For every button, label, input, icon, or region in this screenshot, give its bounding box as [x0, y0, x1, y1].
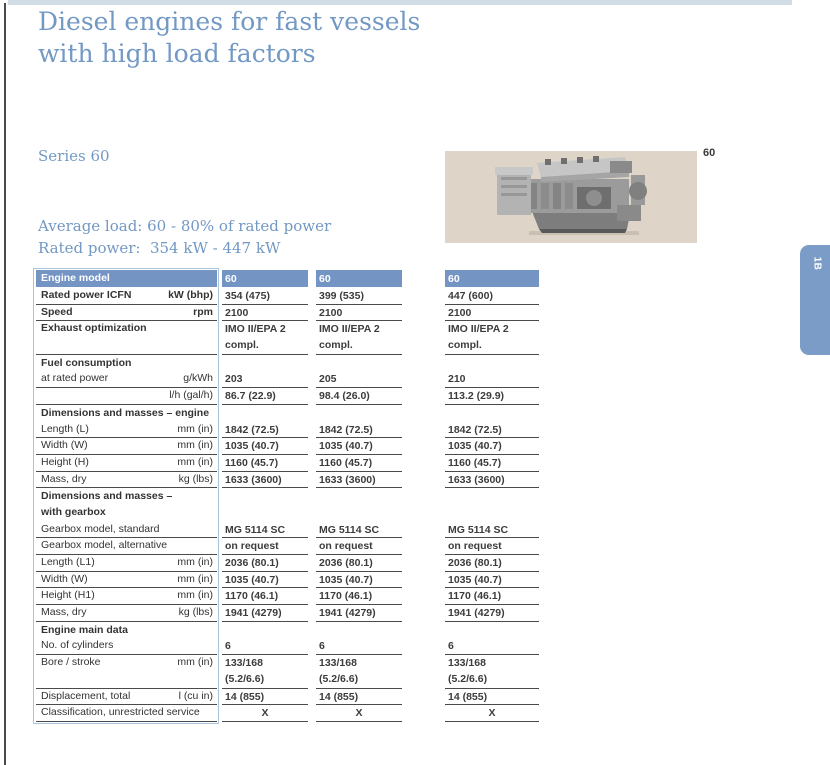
- row-label-cell: [36, 705, 217, 722]
- row-label: Height (H): [41, 455, 89, 468]
- value-cell: [316, 388, 402, 405]
- value: 6: [448, 640, 454, 653]
- value-cell: [445, 605, 539, 622]
- top-accent-strip: [8, 0, 792, 5]
- row-label-cell: [36, 605, 217, 622]
- value-cell: [222, 305, 308, 322]
- row-label: Width (W): [41, 572, 88, 585]
- value: 210: [448, 373, 466, 386]
- row-label: Mass, dry: [41, 606, 87, 619]
- value-cell: [445, 655, 539, 688]
- section-label: Dimensions and masses –: [41, 490, 173, 503]
- value-cell: [316, 455, 402, 472]
- table-row: [36, 438, 541, 455]
- value-line: IMO II/EPA 2: [225, 323, 286, 336]
- row-unit: g/kWh: [183, 372, 213, 385]
- row-label: Height (H1): [41, 589, 95, 602]
- value: 1170 (46.1): [225, 590, 279, 603]
- table-row: [36, 622, 541, 639]
- row-label-cell: [36, 622, 217, 639]
- value-line: IMO II/EPA 2: [319, 323, 380, 336]
- value-cell: [316, 705, 402, 722]
- row-label: Exhaust optimization: [41, 322, 147, 335]
- value: 1842 (72.5): [448, 423, 502, 436]
- value-cell: [445, 288, 539, 305]
- value-cell: [316, 555, 402, 572]
- value: 1842 (72.5): [319, 423, 373, 436]
- value-line: 133/168: [319, 657, 357, 670]
- value-cell: [222, 422, 308, 439]
- value-cell: [316, 438, 402, 455]
- value-cell: [222, 555, 308, 572]
- value: X: [355, 707, 363, 720]
- value-cell: [222, 472, 308, 489]
- value: 1941 (4279): [448, 607, 505, 620]
- value: 1170 (46.1): [448, 590, 502, 603]
- value-cell: [222, 371, 308, 388]
- table-row: [36, 321, 541, 354]
- value-cell: [222, 321, 308, 354]
- value: 354 (475): [225, 290, 270, 302]
- value: 1160 (45.7): [225, 456, 279, 469]
- column-header-cell: [316, 270, 402, 287]
- table-row: [36, 405, 541, 422]
- value-cell: [316, 689, 402, 706]
- row-label-cell: [36, 388, 217, 405]
- page-left-rule: [4, 3, 6, 765]
- row-unit: mm (in): [177, 422, 213, 435]
- row-unit: l/h (gal/h): [169, 389, 213, 402]
- column-header-cell: [222, 270, 308, 287]
- value: on request: [225, 540, 279, 553]
- value: 1035 (40.7): [448, 573, 502, 586]
- value-cell: [445, 472, 539, 489]
- value: 1160 (45.7): [448, 456, 502, 469]
- row-label: Gearbox model, alternative: [41, 539, 168, 552]
- value-cell: [445, 438, 539, 455]
- table-row: [36, 572, 541, 589]
- table-row: [36, 522, 541, 539]
- column-header-label: 60: [225, 273, 237, 285]
- row-label: Speed: [41, 305, 73, 318]
- section-label: with gearbox: [41, 506, 106, 519]
- value-cell: [445, 689, 539, 706]
- value-cell: [445, 638, 539, 655]
- value-cell: [445, 705, 539, 722]
- row-label-cell: [36, 422, 217, 439]
- row-label-cell: [36, 305, 217, 322]
- value: 2036 (80.1): [319, 557, 373, 570]
- average-load-text: Average load: 60 - 80% of rated power: [38, 217, 332, 235]
- value-cell: [316, 422, 402, 439]
- table-row: [36, 705, 541, 722]
- row-label-cell: [36, 288, 217, 305]
- value-cell: [445, 388, 539, 405]
- table-row: [36, 288, 541, 305]
- value: 2100: [319, 306, 343, 319]
- row-label: Width (W): [41, 439, 88, 452]
- value: 203: [225, 373, 243, 386]
- value: X: [488, 707, 496, 720]
- value-cell: [316, 605, 402, 622]
- row-label-cell: [36, 655, 217, 688]
- value-line: (5.2/6.6): [225, 672, 265, 685]
- column-header-label: 60: [448, 273, 460, 285]
- value-line: 133/168: [448, 657, 486, 670]
- value-cell: [316, 588, 402, 605]
- value-line: (5.2/6.6): [319, 672, 359, 685]
- value: X: [261, 707, 269, 720]
- value: 1941 (4279): [319, 607, 376, 620]
- value: 1035 (40.7): [225, 573, 279, 586]
- value: 86.7 (22.9): [225, 390, 276, 403]
- value-cell: [222, 538, 308, 555]
- power-summary: [38, 215, 331, 259]
- table-header-row: [36, 270, 541, 287]
- row-label: at rated power: [41, 372, 109, 385]
- value-cell: [445, 371, 539, 388]
- value: 2036 (80.1): [225, 557, 279, 570]
- value: 1035 (40.7): [448, 440, 502, 453]
- value: 6: [225, 640, 231, 653]
- value-cell: [316, 638, 402, 655]
- table-row: [36, 689, 541, 706]
- row-label: Bore / stroke: [41, 656, 101, 669]
- value: 1035 (40.7): [319, 440, 373, 453]
- value-cell: [445, 522, 539, 539]
- value-cell: [445, 555, 539, 572]
- table-row: [36, 388, 541, 405]
- value: 2100: [225, 306, 249, 319]
- value: 113.2 (29.9): [448, 390, 505, 403]
- table-row: [36, 555, 541, 572]
- row-label-cell: [36, 488, 217, 521]
- row-label-cell: [36, 405, 217, 422]
- value-cell: [222, 438, 308, 455]
- value-cell: [445, 455, 539, 472]
- value: 1633 (3600): [448, 473, 505, 486]
- row-label-cell: [36, 555, 217, 572]
- column-header-label: 60: [319, 273, 331, 285]
- engine-model-header-cell: [36, 270, 217, 287]
- row-label: Mass, dry: [41, 472, 87, 485]
- table-row: [36, 588, 541, 605]
- side-tab-label: 1B: [811, 256, 823, 271]
- section-label: Fuel consumption: [41, 356, 132, 369]
- value-line: IMO II/EPA 2: [448, 323, 509, 336]
- table-row: [36, 455, 541, 472]
- row-unit: kg (lbs): [178, 472, 213, 485]
- value-cell: [222, 705, 308, 722]
- value-cell: [316, 321, 402, 354]
- value-cell: [316, 655, 402, 688]
- value-cell: [222, 588, 308, 605]
- engine-photo: [445, 151, 697, 243]
- value-line: 133/168: [225, 657, 263, 670]
- table-row: [36, 655, 541, 688]
- value-cell: [222, 522, 308, 539]
- value-cell: [445, 305, 539, 322]
- value: 1941 (4279): [225, 607, 282, 620]
- table-row: [36, 371, 541, 388]
- side-tab-register: [800, 245, 830, 355]
- row-label-cell: [36, 472, 217, 489]
- row-label-cell: [36, 538, 217, 555]
- value: 1842 (72.5): [225, 423, 279, 436]
- value-cell: [445, 538, 539, 555]
- row-unit: mm (in): [177, 556, 213, 569]
- row-label: No. of cylinders: [41, 639, 114, 652]
- table-row: [36, 538, 541, 555]
- value-line: compl.: [319, 339, 353, 352]
- value-cell: [445, 588, 539, 605]
- row-label: Length (L1): [41, 556, 95, 569]
- value-cell: [316, 472, 402, 489]
- value-cell: [445, 422, 539, 439]
- row-label-cell: [36, 572, 217, 589]
- value: on request: [448, 540, 502, 553]
- value: 14 (855): [448, 690, 488, 703]
- row-label: Length (L): [41, 422, 89, 435]
- value-cell: [222, 572, 308, 589]
- value-cell: [222, 638, 308, 655]
- value-cell: [222, 455, 308, 472]
- row-unit: mm (in): [177, 455, 213, 468]
- table-row: [36, 488, 541, 521]
- value: 1633 (3600): [319, 473, 376, 486]
- value: MG 5114 SC: [448, 523, 509, 536]
- engine-caption: 60: [703, 147, 716, 159]
- value-cell: [222, 655, 308, 688]
- row-label: Rated power ICFN: [41, 289, 132, 301]
- value-cell: [316, 371, 402, 388]
- row-label-cell: [36, 588, 217, 605]
- section-label: Engine main data: [41, 623, 128, 636]
- series-label: Series 60: [38, 147, 110, 165]
- row-label-cell: [36, 689, 217, 706]
- row-unit: kg (lbs): [178, 606, 213, 619]
- value: 447 (600): [448, 290, 493, 302]
- row-label-cell: [36, 371, 217, 388]
- value-line: compl.: [448, 339, 482, 352]
- value-line: (5.2/6.6): [448, 672, 488, 685]
- row-label-cell: [36, 522, 217, 539]
- value: MG 5114 SC: [319, 523, 380, 536]
- value: 2036 (80.1): [448, 557, 502, 570]
- table-row: [36, 472, 541, 489]
- value-cell: [222, 388, 308, 405]
- value: 205: [319, 373, 337, 386]
- value: 1633 (3600): [225, 473, 282, 486]
- value-cell: [316, 305, 402, 322]
- table-row: [36, 422, 541, 439]
- row-unit: rpm: [193, 305, 213, 318]
- value: 2100: [448, 306, 472, 319]
- value-cell: [316, 538, 402, 555]
- value: 14 (855): [225, 690, 265, 703]
- row-label-cell: [36, 355, 217, 372]
- table-row: [36, 355, 541, 372]
- value-cell: [222, 605, 308, 622]
- column-header-cell: [445, 270, 539, 287]
- row-label-cell: [36, 455, 217, 472]
- spec-table: [36, 270, 541, 722]
- value: 98.4 (26.0): [319, 390, 370, 403]
- value: 6: [319, 640, 325, 653]
- row-label-cell: [36, 438, 217, 455]
- value: MG 5114 SC: [225, 523, 286, 536]
- value: 399 (535): [319, 290, 364, 302]
- row-label: Gearbox model, standard: [41, 522, 160, 535]
- row-label-cell: [36, 321, 217, 354]
- row-unit: mm (in): [177, 589, 213, 602]
- value: 1160 (45.7): [319, 456, 373, 469]
- row-label: Classification, unrestricted service: [41, 706, 200, 719]
- value-cell: [222, 288, 308, 305]
- row-unit: mm (in): [177, 572, 213, 585]
- row-label: Displacement, total: [41, 689, 131, 702]
- value: 1035 (40.7): [225, 440, 279, 453]
- row-unit: kW (bhp): [168, 289, 213, 301]
- table-row: [36, 305, 541, 322]
- value-cell: [316, 572, 402, 589]
- value-cell: [445, 321, 539, 354]
- value-cell: [445, 572, 539, 589]
- page-title-line1: Diesel engines for fast vessels: [38, 7, 421, 36]
- value: 1170 (46.1): [319, 590, 373, 603]
- page-title-line2: with high load factors: [38, 39, 316, 68]
- value: 1035 (40.7): [319, 573, 373, 586]
- value: 14 (855): [319, 690, 359, 703]
- page-title: [38, 6, 420, 70]
- table-row: [36, 605, 541, 622]
- engine-model-header-label: Engine model: [41, 272, 110, 284]
- value-cell: [316, 288, 402, 305]
- table-row: [36, 638, 541, 655]
- row-label-cell: [36, 638, 217, 655]
- value-cell: [316, 522, 402, 539]
- row-unit: mm (in): [177, 656, 213, 669]
- value-cell: [222, 689, 308, 706]
- value-line: compl.: [225, 339, 259, 352]
- value: on request: [319, 540, 373, 553]
- engine-image: [445, 151, 697, 243]
- row-unit: mm (in): [177, 439, 213, 452]
- section-label: Dimensions and masses – engine: [41, 406, 210, 419]
- row-unit: l (cu in): [178, 689, 213, 702]
- rated-power-text: Rated power: 354 kW - 447 kW: [38, 239, 281, 257]
